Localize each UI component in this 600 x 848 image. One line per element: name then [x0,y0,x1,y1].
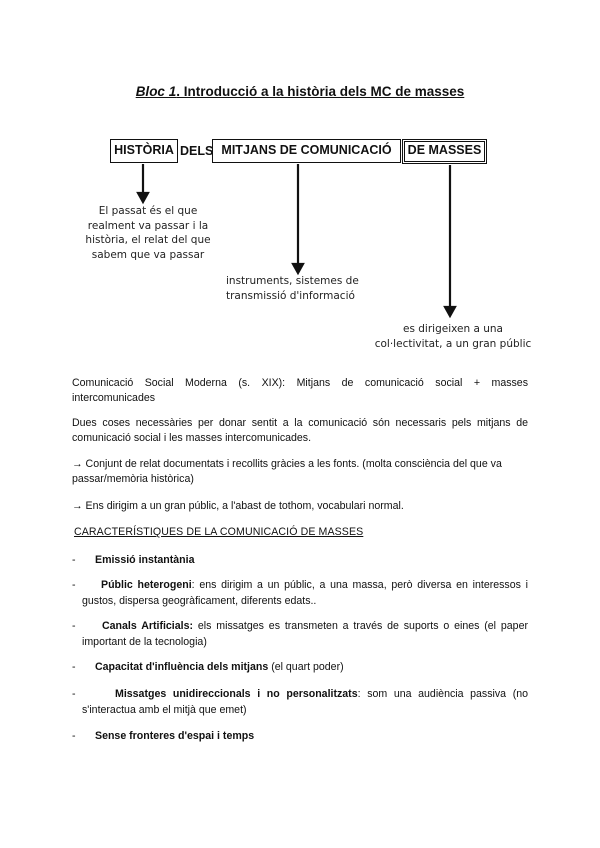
bullet-dash: - [72,579,76,591]
bullet-bold: Canals Artificials: [102,620,194,632]
list-item [72,619,528,650]
arrow-historia-head [138,193,148,202]
note-mitjans: instruments, sistemes de transmissió d'informació [226,275,359,302]
bullet-dash: - [72,554,76,566]
note-masses: es dirigeixen a una col·lectivitat, a un gran públic [374,323,532,350]
arrow-mitjans-head [293,264,303,273]
box-masses: DE MASSES [402,139,487,164]
bullet-bold: Emissió instantània [95,554,195,566]
note-historia: El passat és el que realment va passar i la història, el relat del que sabem que va passar [85,205,211,261]
box-historia: HISTÒRIA [110,139,178,163]
list-item [72,578,528,609]
bullet-text: : ens dirigim a un públic, a una massa, però diversa en interessos i gustos, dispersa geogràficament, diferents edats.. [82,579,528,607]
bullet-text: els missatges es transmeten a través de suports o eines (el paper important de la tecnologia) [82,620,528,648]
bullet-bold: Sense fronteres d'espai i temps [95,730,255,742]
section-heading: CARACTERÍSTIQUES DE LA COMUNICACIÓ DE MASSES [74,526,364,538]
paragraph-dues-coses: Dues coses necessàries per donar sentit a la comunicació són necessaris pels mitjans de comunicació social i les masses intercomunicades. [72,417,528,444]
box-mitjans: MITJANS DE COMUNICACIÓ [212,139,401,163]
list-item [72,687,528,718]
bullet-dash: - [72,620,76,632]
arrow-masses-head [445,307,455,316]
paragraph-gran-public: → Ens dirigim a un gran públic, a l'abast de tothom, vocabulari normal. [72,500,404,512]
list-item [72,729,528,745]
page-title [0,84,600,99]
bullet-text: (el quart poder) [268,661,344,673]
bullet-bold: Missatges unidireccionals i no personalitzats [115,688,358,700]
paragraph-conjunt-relat: → Conjunt de relat documentats i recollits gràcies a les fonts. (molta consciència del que va passar/memòria històrica) [72,458,502,485]
word-dels: DELS [180,144,214,158]
list-item [72,553,528,569]
paragraph-comunicacio-social: Comunicació Social Moderna (s. XIX): Mitjans de comunicació social + masses intercomunicades [72,377,528,404]
bullet-dash: - [72,661,76,673]
bullet-text: : som una audiència passiva (no s'interactua amb el mitjà que emet) [82,688,529,716]
bullet-dash: - [72,730,76,742]
title-text: . Introducció a la història dels MC de masses [176,84,465,99]
title-prefix: Bloc 1 [135,84,177,99]
bullet-bold: Capacitat d'influència dels mitjans [95,661,269,673]
bullet-bold: Públic heterogeni [101,579,192,591]
bullet-dash: - [72,688,76,700]
list-item [72,660,528,676]
